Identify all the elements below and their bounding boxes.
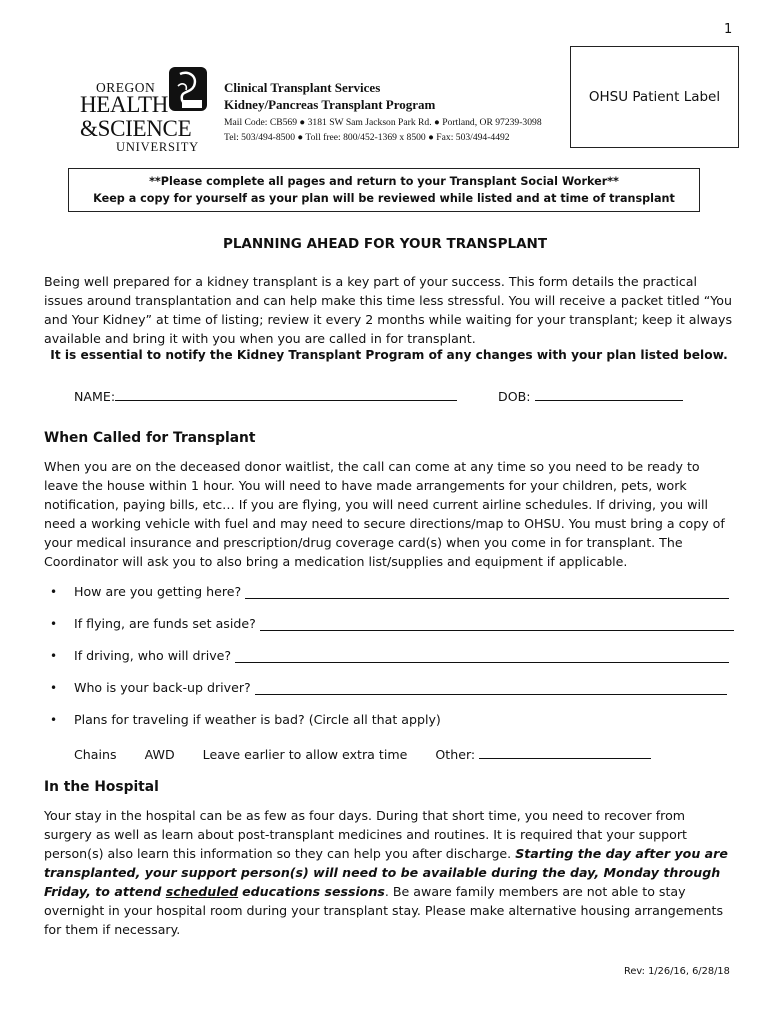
question-getting-here xyxy=(50,584,729,599)
answer-line[interactable] xyxy=(245,584,729,599)
notice-line-2: Keep a copy for yourself as your plan will be reviewed while listed and at time of transplant xyxy=(93,192,675,205)
question-backup-driver xyxy=(50,680,727,695)
name-label: NAME: xyxy=(74,389,116,404)
hospital-paragraph xyxy=(44,806,734,939)
page-number: 1 xyxy=(724,22,733,37)
revision-date: Rev: 1/26/16, 6/28/18 xyxy=(624,966,730,977)
ohsu-seal-icon xyxy=(168,66,208,112)
hospital-emphasis-2: educations sessions xyxy=(242,884,385,899)
hospital-underlined: scheduled xyxy=(165,884,239,899)
question-text: Who is your back-up driver? xyxy=(74,680,251,695)
dob-input-line[interactable] xyxy=(535,386,683,401)
option-awd[interactable]: AWD xyxy=(144,747,175,762)
bullet-icon: • xyxy=(50,649,58,663)
other-input-line[interactable] xyxy=(479,744,651,759)
option-other[interactable]: Other: xyxy=(435,747,476,762)
answer-line[interactable] xyxy=(255,680,727,695)
bullet-icon: • xyxy=(50,681,58,695)
weather-options xyxy=(74,744,675,762)
dob-field-row xyxy=(498,386,683,404)
question-text: If driving, who will drive? xyxy=(74,648,232,663)
question-who-drives xyxy=(50,648,729,663)
bullet-icon: • xyxy=(50,585,58,599)
option-leave-earlier[interactable]: Leave earlier to allow extra time xyxy=(202,747,408,762)
bullet-icon: • xyxy=(50,617,58,631)
essential-notice: It is essential to notify the Kidney Transplant Program of any changes with your plan listed below. xyxy=(50,348,728,362)
notice-line-1: **Please complete all pages and return to your Transplant Social Worker** xyxy=(149,175,619,188)
when-called-paragraph: When you are on the deceased donor waitlist, the call can come at any time so you need to be ready to leave the house within 1 hour. You will need to have made arrangements for your children, pets, work notification, paying bills, etc… If you are flying, you will need current airline schedules. If driving, you will need a working vehicle with fuel and may need to secure directions/map to OHSU. You must bring a copy of your medical insurance and prescription/drug coverage card(s) when you come in for transplant. The Coordinator will ask you to also bring a medication list/supplies and equipment if applicable. xyxy=(44,459,725,569)
address: Mail Code: CB569 ● 3181 SW Sam Jackson Park Rd. ● Portland, OR 97239-3098 xyxy=(224,117,542,128)
intro-paragraph: Being well prepared for a kidney transplant is a key part of your success. This form details the practical issues around transplantation and can help make this time less stressful. You will receive a packet titled “You and Your Kidney” at time of listing; review it every 2 months while waiting for your transplant; keep it always available and bring it with you when you are called in for transplant. xyxy=(44,274,733,346)
hospital-text: Your stay in the hospital can be as few as four days. During that short time, you need to recover from surgery as well as learn about post-transplant medicines and routines. It is required that your support person(s) also learn this information so they can help you after discharge. xyxy=(44,808,687,861)
question-text: Plans for traveling if weather is bad? (Circle all that apply) xyxy=(74,712,441,727)
name-field-row xyxy=(74,386,457,404)
answer-line[interactable] xyxy=(235,648,729,663)
patient-label-text: OHSU Patient Label xyxy=(588,89,721,105)
org-name: Clinical Transplant Services xyxy=(224,80,381,95)
question-text: If flying, are funds set aside? xyxy=(74,616,256,631)
ohsu-logo xyxy=(80,66,210,158)
logo-science: &SCIENCE xyxy=(80,116,192,141)
hospital-text-end: . Be aware family members are not able to stay overnight in your hospital room during your transplant stay. Please make alternative housing arrangements for them if necessary. xyxy=(44,884,724,937)
page-title: PLANNING AHEAD FOR YOUR TRANSPLANT xyxy=(222,236,548,252)
patient-label-box xyxy=(570,46,739,148)
logo-oregon: OREGON xyxy=(96,80,156,95)
program-name: Kidney/Pancreas Transplant Program xyxy=(224,97,436,112)
section-in-the-hospital: In the Hospital xyxy=(44,779,159,795)
notice-box xyxy=(68,168,700,212)
question-weather-plans xyxy=(50,712,441,727)
hospital-emphasis: Starting the day after you are transplanted, your support person(s) will need to be available during the day, Monday through Friday, to attend xyxy=(44,846,728,899)
option-chains[interactable]: Chains xyxy=(74,747,117,762)
bullet-icon: • xyxy=(50,713,58,727)
logo-university: UNIVERSITY xyxy=(116,140,199,154)
name-input-line[interactable] xyxy=(115,386,457,401)
dob-label: DOB: xyxy=(498,389,531,404)
phone-numbers: Tel: 503/494-8500 ● Toll free: 800/452-1369 x 8500 ● Fax: 503/494-4492 xyxy=(224,132,510,143)
answer-line[interactable] xyxy=(260,616,734,631)
section-when-called: When Called for Transplant xyxy=(44,430,256,446)
program-header xyxy=(224,79,542,145)
logo-health: HEALTH xyxy=(80,92,169,117)
question-text: How are you getting here? xyxy=(74,584,242,599)
question-flying-funds xyxy=(50,616,734,631)
